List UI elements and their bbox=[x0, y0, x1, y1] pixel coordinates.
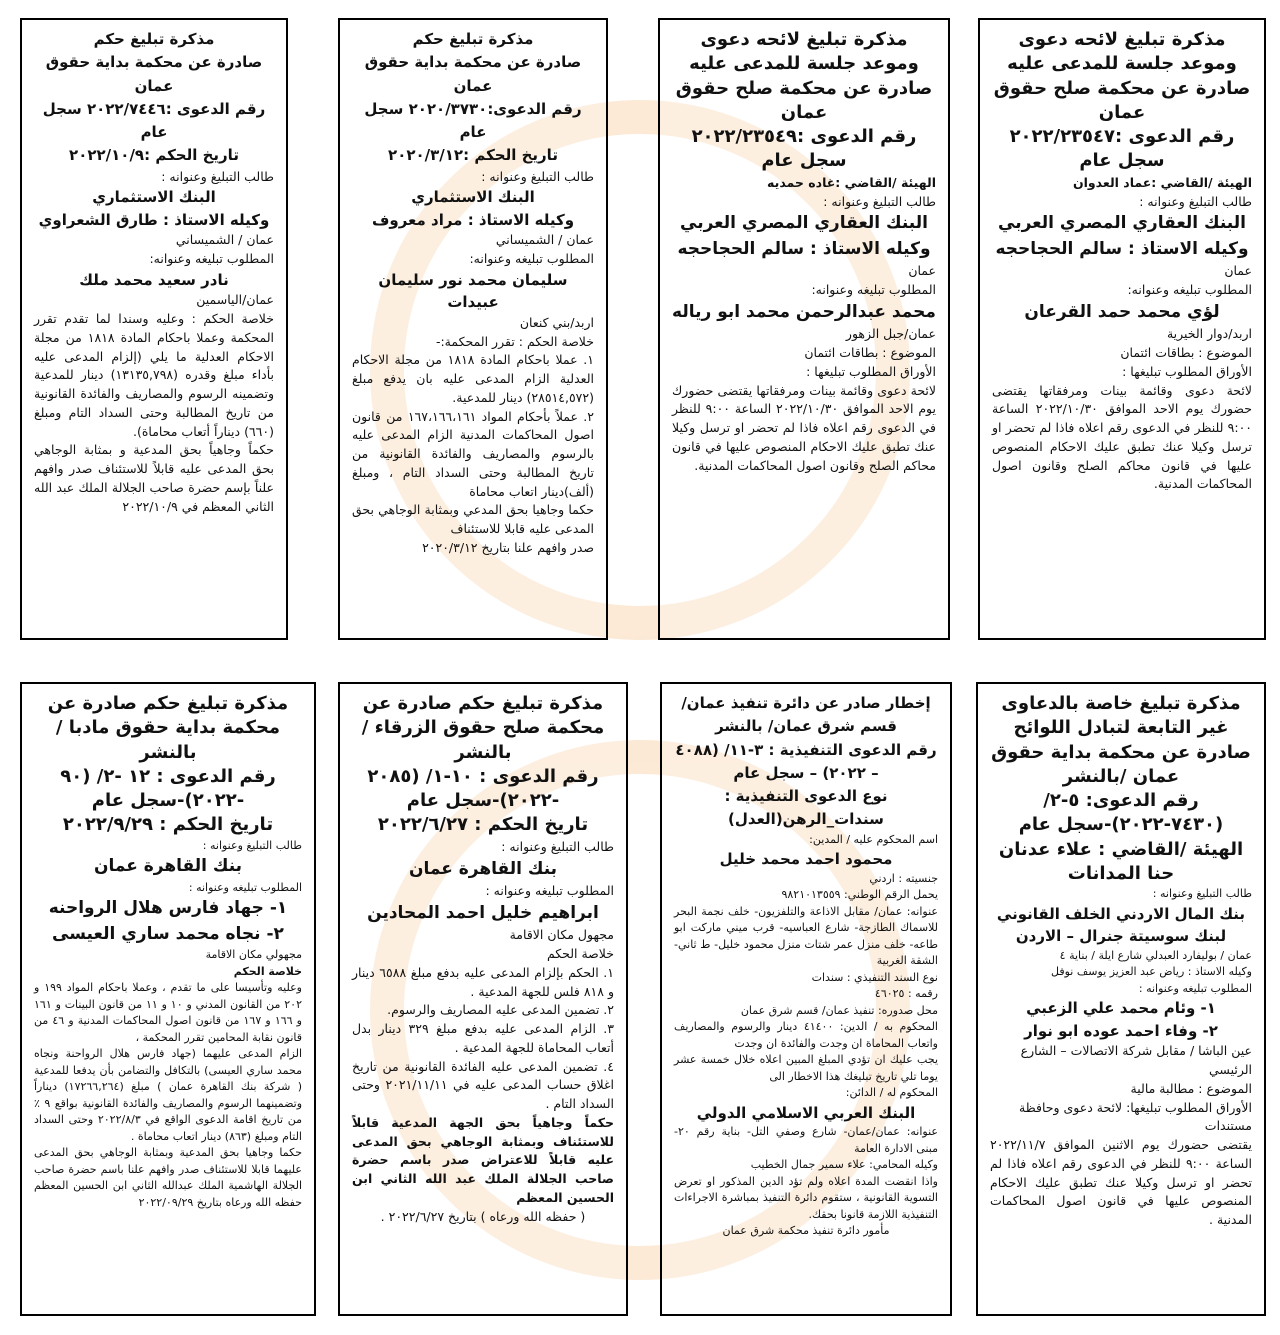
notice-line: المطلوب تبليغه وعنوانه: bbox=[149, 251, 274, 266]
notice-line: الهيئة /القاضي :عماد العدوان bbox=[1072, 174, 1252, 190]
notice-line: صدر وافهم علنا بتاريخ ٢٠٢٠/٣/١٢ bbox=[422, 539, 594, 555]
notice-line: المحكوم له / الدائن: bbox=[845, 1086, 938, 1099]
notice-line: ١. الحكم بإلزام المدعى عليه بدفع مبلغ ٦٥٨٨ دينار و ٨١٨ فلس للجهة المدعية . bbox=[352, 964, 614, 999]
notice-lawsuit-amman-magistrate-23547 bbox=[978, 18, 1266, 640]
notice-lawsuit-amman-magistrate-23549 bbox=[658, 18, 950, 640]
notice-line: عمان bbox=[908, 263, 936, 279]
notice-line: رقم الدعوى: ٥-٢/ (٧٤٣٠-٢٠٢٢)-سجل عام bbox=[1018, 790, 1224, 836]
notice-line: طالب التبليغ وعنوانه : bbox=[823, 193, 936, 209]
notice-line: وكيله المحامي: علاء سمير جمال الخطيب bbox=[750, 1158, 938, 1171]
notice-line: تاريخ الحكم : ٢٠٢٢/٦/٢٧ bbox=[377, 814, 589, 836]
notice-line: ١- جهاد فارس هلال الرواحنه bbox=[48, 898, 288, 919]
notice-line: الموضوع : بطاقات ائتمان bbox=[1120, 345, 1252, 361]
notice-line: ١. عملا باحكام المادة ١٨١٨ من مجلة الاحكام العدلية الزام المدعى عليه بان يدفع مبلغ (٢٨٥١٤,٥٧٢) دينار للمدعية. bbox=[352, 352, 594, 405]
notice-line: البنك العقاري المصري العربي bbox=[680, 213, 928, 234]
notice-line: تاريخ الحكم :٢٠٢٢/١٠/٩ bbox=[69, 146, 239, 165]
notice-line: حكماً وجاهياً بحق المدعية و بمثابة الوجاهي بحق المدعى عليه قابلاً للاستئناف صدر وافهم علناً بإسم حضرة صاحب الجلالة الملك عبد الله الثاني المعظم في ٢٠٢٢/١٠/٩ bbox=[34, 442, 274, 514]
notice-line: بنك القاهرة عمان bbox=[408, 858, 558, 879]
notice-line: إخطار صادر عن دائرة تنفيذ عمان/ قسم شرق عمان/ بالنشر bbox=[681, 694, 931, 736]
notice-line: لائحة دعوى وقائمة بينات ومرفقاتها يقتضى حضورك يوم الاحد الموافق ٢٠٢٢/١٠/٣٠ الساعة ٩:٠٠ للنظر في الدعوى رقم اعلاه فاذا لم تحضر او ترسل وكيلا عنك تطبق عليك الاحكام المنصوص عليها في قانون محاكم الصلح وقانون اصول المحاكمات المدنية. bbox=[992, 382, 1253, 492]
notice-line: بنك القاهرة عمان bbox=[93, 856, 243, 877]
notice-line: رقم الدعوى:٢٠٢٠/٣٧٣٠ سجل عام bbox=[364, 99, 582, 141]
notice-line: عمان/جبل الزهور bbox=[845, 326, 936, 342]
notice-line: خلاصة الحكم bbox=[233, 964, 302, 978]
notice-line: رقم الدعوى :٢٠٢٢/٢٣٥٤٧ سجل عام bbox=[1009, 126, 1235, 172]
notice-line: ٢. عملاً بأحكام المواد ١٦٧،١٦٦،١٦١ من قانون اصول المحاكمات المدنية الزام المدعى عليه بالرسوم والمصاريف والفائدة القانونية من تاريخ المطالبة وحتى السداد التام ، ومبلغ (ألف)دينار اتعاب محاماة bbox=[352, 408, 595, 499]
notice-judgment-amman-first-instance-3730 bbox=[338, 18, 608, 640]
notice-line: لؤي محمد حمد القرعان bbox=[1024, 301, 1220, 322]
notice-line: حكما وجاهيا بحق المدعي وبمثابة الوجاهي بحق المدعى عليه قابلا للاستئناف bbox=[352, 502, 594, 536]
notice-line: حكما وجاهيا بحق المدعية وبمثابة الوجاهي بحق المدعى عليهما قابلا للاستئناف صدر وافهم علنا باسم حضرة صاحب الجلالة الهاشمية الملك عبدالله الثاني ابن الحسين المعظم حفظه الله ورعاه بتاريخ ٢٠٢٢/٠٩/٢٩ bbox=[34, 1146, 302, 1209]
notice-line: وكيله الاستاذ : سالم الحجاحجه bbox=[677, 238, 931, 259]
notice-line: جنسيته : اردني bbox=[869, 871, 938, 885]
notice-line: محمد عبدالرحمن محمد ابو رياله bbox=[672, 301, 936, 322]
notice-line: تاريخ الحكم : ٢٠٢٢/٩/٢٩ bbox=[62, 814, 274, 836]
notice-line: بنك المال الاردني الخلف القانوني لبنك سوسيتة جنرال – الاردن bbox=[996, 904, 1246, 946]
notice-line: نوع السند التنفيذي : سندات bbox=[811, 970, 938, 984]
notice-line: تاريخ الحكم :٢٠٢٠/٣/١٢ bbox=[388, 146, 558, 165]
notice-line: سليمان محمد نور سليمان عبيدات bbox=[378, 270, 568, 312]
notice-line: عمان / الشميساني bbox=[495, 232, 594, 248]
notice-line: ١- وئام محمد علي الزعبي bbox=[1026, 999, 1216, 1018]
notice-line: مجهولي مكان الاقامة bbox=[205, 948, 302, 962]
notice-line: الهيئة /القاضي : علاء عدنان حنا المدانات bbox=[998, 838, 1244, 885]
notice-line: الموضوع : مطالبة مالية bbox=[1130, 1080, 1252, 1096]
notice-line: مذكرة تبليغ حكم صادرة عن محكمة صلح حقوق الزرقاء / بالنشر bbox=[361, 693, 605, 763]
notice-line: خلاصة الحكم : تقرر المحكمة:- bbox=[435, 333, 594, 349]
notice-line: واذا انقضت المدة اعلاه ولم تؤد الدين المذكور او تعرض التسوية القانونية ، ستقوم دائرة التنفيذ بمباشرة الاجراءات التنفيذية اللازمة قانونا بحقك. bbox=[674, 1174, 938, 1221]
notice-line: مجهول مكان الاقامة bbox=[509, 927, 614, 943]
notice-line: حكماً وجاهياً بحق الجهة المدعية قابلاً للاستئناف وبمثابة الوجاهي بحق المدعى عليه قابلاً للاعتراض صدر باسم حضرة صاحب الجلالة الملك عبد الله الثاني ابن الحسين المعظم bbox=[352, 1114, 614, 1205]
notice-line: وعليه وتأسيسا على ما تقدم ، وعملا باحكام المواد ١٩٩ و ٢٠٢ من القانون المدني و ١٠ و ١١ من قانون البينات و ١٦١ و ١٦٦ و ١٦٧ من قانون اصول المحاكمات المدنية و ٤٦ من قانون نقابة المحامين تقرر المحكمة ، bbox=[34, 981, 302, 1044]
notice-line: مأمور دائرة تنفيذ محكمة شرق عمان bbox=[722, 1224, 890, 1237]
notice-line: المطلوب تبليغه وعنوانه : bbox=[1138, 981, 1252, 995]
notice-line: المطلوب تبليغه وعنوانه: bbox=[469, 251, 594, 266]
notice-judgment-madaba-first-instance bbox=[20, 682, 316, 1316]
notice-line: عمان bbox=[1224, 263, 1252, 279]
notice-line: ابراهيم خليل احمد المحادين bbox=[367, 902, 599, 923]
notice-line: مذكرة تبليغ حكم bbox=[93, 30, 215, 48]
notice-line: البنك الاستثماري bbox=[411, 188, 535, 207]
notice-execution-east-amman bbox=[660, 682, 952, 1316]
notice-line: عمان/الياسمين bbox=[196, 292, 274, 308]
notice-line: مذكرة تبليغ حكم صادرة عن محكمة بداية حقوق مادبا / بالنشر bbox=[47, 693, 289, 763]
notice-line: الهيئة /القاضي :غاده حمديه bbox=[767, 174, 936, 190]
notice-line: ٢. تضمين المدعى عليه المصاريف والرسوم. bbox=[387, 1002, 614, 1018]
notice-line: مذكرة تبليغ لائحه دعوى وموعد جلسة للمدعى عليه صادرة عن محكمة صلح حقوق عمان bbox=[993, 29, 1251, 123]
notice-line: طالب التبليغ وعنوانه : bbox=[501, 838, 614, 854]
notice-line: رقمه : ٤٦٠٢٥ bbox=[874, 987, 938, 1000]
notice-line: يقتضى حضورك يوم الاثنين الموافق ٢٠٢٢/١١/٧ الساعة ٩:٠٠ للنظر في الدعوى رقم اعلاه فاذا لم تحضر او ترسل وكيلا عنك تطبق عليك الاحكام المنصوص عليها في قانون اصول المحاكمات المدنية . bbox=[990, 1137, 1253, 1228]
notice-line: رقم الدعوى : ١٠-١/ (٢٠٨٥ -٢٠٢٢)-سجل عام bbox=[367, 765, 599, 812]
notice-judgment-amman-first-instance-7446 bbox=[20, 18, 288, 640]
notice-line: وكيله الاستاذ : رياض عبد العزيز يوسف نوفل bbox=[1051, 965, 1252, 979]
notice-line: طالب التبليغ وعنوانه : bbox=[161, 168, 274, 184]
notice-line: خلاصة الحكم bbox=[546, 946, 614, 962]
notice-line: المطلوب تبليغه وعنوانه : bbox=[485, 883, 614, 899]
notice-line: الأوراق المطلوب تبليغها : bbox=[1122, 363, 1252, 379]
notice-line: صادرة عن محكمة بداية حقوق عمان bbox=[45, 53, 263, 95]
notice-line: رقم الدعوى :٢٠٢٢/٧٤٤٦ سجل عام bbox=[42, 99, 266, 141]
notice-line: الأوراق المطلوب تبليغها: لائحة دعوى وحافظة مستندات bbox=[1019, 1099, 1252, 1134]
notice-line: المطلوب تبليغه وعنوانه : bbox=[188, 880, 302, 894]
notice-line: وكيله الاستاذ : مراد معروف bbox=[371, 210, 575, 229]
notice-line: عمان / بوليفارد العبدلي شارع ايلة / بناية ٤ bbox=[1059, 948, 1252, 962]
notice-line: يحمل الرقم الوطني: ٩٨٢١٠١٣٥٥٩ bbox=[781, 888, 938, 901]
notice-line: لائحة دعوى وقائمة بينات ومرفقاتها يقتضى حضورك يوم الاحد الموافق ٢٠٢٢/١٠/٣٠ الساعة ٩:٠٠ للنظر في الدعوى رقم اعلاه فاذا لم تحضر او ترسل وكيلا عنك تطبق عليك الاحكام المنصوص عليها في قانون محاكم الصلح وقانون اصول المحاكمات المدنية. bbox=[672, 382, 936, 473]
notice-line: البنك العقاري المصري العربي bbox=[998, 213, 1246, 234]
notice-line: ٣. الزام المدعى عليه بدفع مبلغ ٣٢٩ دينار بدل أتعاب المحاماة للجهة المدعية . bbox=[352, 1021, 614, 1055]
notice-line: الموضوع : بطاقات ائتمان bbox=[804, 345, 936, 361]
notice-line: وكيله الاستاذ : طارق الشعراوي bbox=[38, 210, 270, 229]
notice-line: عنوانه: عمان/ مقابل الاذاعة والتلفزيون- خلف نجمة البحر للاسماك الطازجة- شارع العباسيه- قرب ميني ماركت ابو طاعه- خلف منزل عمر شتات منزل محمود خليل- ط ثاني- الشقة الغربية bbox=[674, 904, 938, 967]
notice-line: الزام المدعى عليهما (جهاد فارس هلال الرواحنة ونجاه محمد ساري العيسى) بالتكافل والتضامن بأن يدفعا للمدعية ( شركة بنك القاهرة عمان ) مبلغ (١٧٢٦٦,٢٦٤) ديناراً وتضمينهما الرسوم والمصاريف والفائدة القانونية بواقع ٩ ٪ من تاريخ اقامة الدعوى الواقع في ٢٠٢٢/٨/٣ وحتى السداد التام ومبلغ (٨٦٣) دينار اتعاب محاماة . bbox=[34, 1047, 303, 1143]
notice-line: خلاصة الحكم : وعليه وسندا لما تقدم تقرر المحكمة وعملا باحكام المادة ١٨١٨ من مجلة الاحكام العدلية ما يلي (إلزام المدعى عليه بأداء مبلغ وقدره (١٣١٣٥,٧٩٨) دينار للمدعية وتضمينه الرسوم والمصاريف والفائدة القانونية من تاريخ المطالبة وحتى السداد التام ومبلغ (٦٦٠) ديناراً أتعاب محاماة). bbox=[34, 311, 274, 439]
notice-line: البنك الاستثماري bbox=[92, 188, 216, 207]
notice-line: محل صدوره: تنفيذ عمان/ قسم شرق عمان bbox=[740, 1003, 938, 1017]
notice-line: المطلوب تبليغه وعنوانه: bbox=[1127, 282, 1252, 298]
notice-line: مذكرة تبليغ خاصة بالدعاوى غير التابعة لتبادل اللوائح صادرة عن محكمة بداية حقوق عمان /بالنشر bbox=[991, 693, 1251, 787]
notice-line: صادرة عن محكمة بداية حقوق عمان bbox=[364, 53, 582, 95]
notice-judgment-zarqa-magistrate bbox=[338, 682, 628, 1316]
notice-line: المطلوب تبليغه وعنوانه: bbox=[811, 282, 936, 298]
notice-line: ٤. تضمين المدعى عليه الفائدة القانونية من تاريخ اغلاق حساب المدعى عليه في ٢٠٢١/١١/١١ وحتى السداد التام . bbox=[352, 1058, 614, 1112]
notice-line: اربد/دوار الخيرية bbox=[1166, 326, 1252, 342]
notice-line: البنك العربي الاسلامي الدولي bbox=[696, 1103, 916, 1122]
notice-line: عمان / الشميساني bbox=[175, 232, 274, 248]
notice-line: طالب التبليغ وعنوانه : bbox=[481, 168, 594, 184]
notice-special-amman-first-instance bbox=[976, 682, 1266, 1316]
notice-line: مذكرة تبليغ حكم bbox=[412, 30, 534, 48]
notice-line: اسم المحكوم عليه / المدين: bbox=[809, 832, 938, 846]
notice-line: مذكرة تبليغ لائحه دعوى وموعد جلسة للمدعى عليه صادرة عن محكمة صلح حقوق عمان bbox=[675, 29, 933, 123]
notice-line: رقم الدعوى التنفيذية : ٣-١١/ (٤٠٨٨ – ٢٠٢٢) – سجل عام bbox=[675, 740, 937, 782]
notice-line: نوع الدعوى التنفيذية : سندات_الرهن(العدل) bbox=[724, 787, 888, 829]
notice-line: اربد/بني كنعان bbox=[519, 314, 594, 330]
notice-line: ٢- نجاه محمد ساري العيسى bbox=[52, 923, 284, 944]
notice-line: ( حفظه الله ورعاه ) بتاريخ ٢٠٢٢/٦/٢٧ . bbox=[380, 1208, 586, 1224]
notice-line: محمود احمد محمد خليل bbox=[719, 850, 893, 868]
notice-line: الأوراق المطلوب تبليغها : bbox=[806, 363, 936, 379]
notice-line: عين الباشا / مقابل شركة الاتصالات – الشارع الرئيسي bbox=[1020, 1043, 1252, 1078]
notice-line: طالب التبليغ وعنوانه : bbox=[202, 838, 302, 852]
notice-line: نادر سعيد محمد ملك bbox=[79, 270, 229, 289]
notice-line: عنوانه: عمان/عمان- شارع وصفي التل- بناية رقم ٢٠- مبنى الادارة العامة bbox=[674, 1125, 938, 1155]
notice-line: رقم الدعوى : ١٢ -٢/ (٩٠ -٢٠٢٢)-سجل عام bbox=[60, 765, 276, 812]
notice-line: وكيله الاستاذ : سالم الحجاحجه bbox=[995, 238, 1249, 259]
notice-line: ٢- وفاء احمد عوده ابو نوار bbox=[1024, 1021, 1218, 1040]
notice-line: طالب التبليغ وعنوانه : bbox=[1139, 193, 1252, 209]
notice-line: يجب عليك ان تؤدي المبلغ المبين اعلاه خلال خمسة عشر يوما تلي تاريخ تبليغك هذا الاخطار الى bbox=[674, 1053, 938, 1083]
notice-line: رقم الدعوى :٢٠٢٢/٢٣٥٤٩ سجل عام bbox=[691, 126, 917, 172]
notice-line: المحكوم به / الدين: ٤١٤٠٠ دينار والرسوم والمصاريف واتعاب المحاماة ان وجدت والفائدة ان وجدت bbox=[674, 1020, 938, 1050]
notice-line: طالب التبليغ وعنوانه : bbox=[1152, 887, 1252, 901]
